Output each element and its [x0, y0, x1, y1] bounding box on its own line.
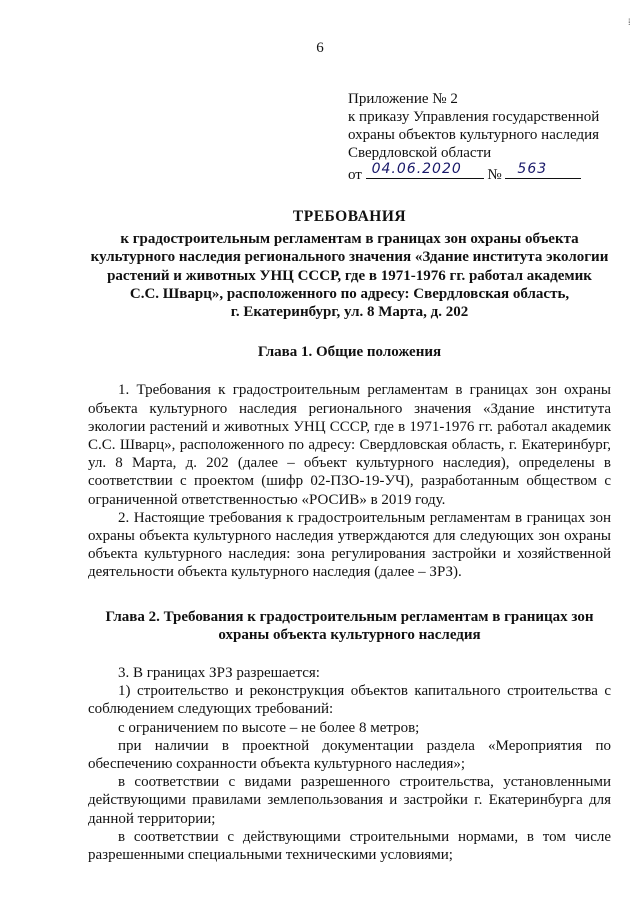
chapter-2-heading — [88, 608, 611, 644]
date-prefix: от — [348, 167, 362, 183]
subtitle-line: культурного наследия регионального значения «Здание института экологии — [90, 249, 609, 266]
page-number: 6 — [316, 40, 324, 56]
appendix-line: охраны объектов культурного наследия — [348, 127, 600, 143]
paragraph: 3. В границах ЗРЗ разрешается: — [118, 665, 320, 682]
appendix-line: Приложение № 2 — [348, 91, 458, 107]
appendix-date-line — [348, 162, 618, 184]
document-body — [88, 208, 611, 864]
chapter-2-heading-line: Глава 2. Требования к градостроительным регламентам в границах зон — [105, 608, 594, 625]
subtitle-line: С.С. Шварц», расположенного по адресу: Свердловская область, — [129, 285, 570, 302]
number-prefix: № — [487, 167, 502, 183]
document-subtitle — [88, 230, 611, 321]
paragraph: в соответствии с действующими строительными нормами, в том числе разрешенными специальными техническими условиями; — [88, 828, 611, 864]
paragraph: 1) строительство и реконструкция объектов капитального строительства с соблюдением следующих требований: — [88, 683, 611, 718]
subtitle-line: г. Екатеринбург, ул. 8 Марта, д. 202 — [230, 304, 469, 321]
appendix-block — [348, 90, 618, 184]
paragraph: 1. Требования к градостроительным регламентам в границах зон охраны объекта культурного наследия регионального значения «Здание института экологии растений и животных УНЦ СССР, где в 1971-1976 гг. работал академик С.С. Шварц», расположенного по адресу: Свердловская область, г. Екатеринбург, ул. 8 Марта, д. 202 (далее – объект культурного наследия), определены в соответствии с проектом (шифр 02-ПЗО-19-УЧ), разработанным обществом с ограниченной ответственностью «РОСИВ» в 2019 году. — [88, 382, 611, 508]
paragraph: при наличии в проектной документации раздела «Мероприятия по обеспечению сохранности объекта культурного наследия»; — [88, 737, 611, 773]
scan-edge-mark: ⁞ — [628, 17, 631, 27]
number-field — [505, 162, 581, 179]
handwritten-date: 04.06.2020 — [371, 161, 462, 177]
paragraph: в соответствии с видами разрешенного строительства, установленными действующими правилами землепользования и застройки г. Екатеринбурга для данной территории; — [88, 774, 611, 827]
chapter-1-heading: Глава 1. Общие положения — [257, 344, 442, 361]
subtitle-line: к градостроительным регламентам в границах зон охраны объекта — [120, 231, 579, 248]
paragraph: 2. Настоящие требования к градостроительным регламентам в границах зон охраны объекта культурного наследия утверждаются для следующих зон охраны объекта культурного наследия: зона регулирования застройки и хозяйственной деятельности объекта культурного наследия (далее – ЗРЗ). — [88, 509, 611, 581]
date-field — [366, 162, 484, 179]
chapter-2-heading-line: охраны объекта культурного наследия — [218, 626, 481, 643]
appendix-line: к приказу Управления государственной — [348, 109, 600, 125]
paragraph: с ограничением по высоте – не более 8 метров; — [118, 719, 420, 736]
subtitle-line: растений и животных УНЦ СССР, где в 1971-1976 гг. работал академик — [107, 267, 592, 284]
document-title: ТРЕБОВАНИЯ — [292, 208, 407, 225]
appendix-line: Свердловской области — [348, 145, 492, 161]
handwritten-number: 563 — [517, 161, 548, 177]
